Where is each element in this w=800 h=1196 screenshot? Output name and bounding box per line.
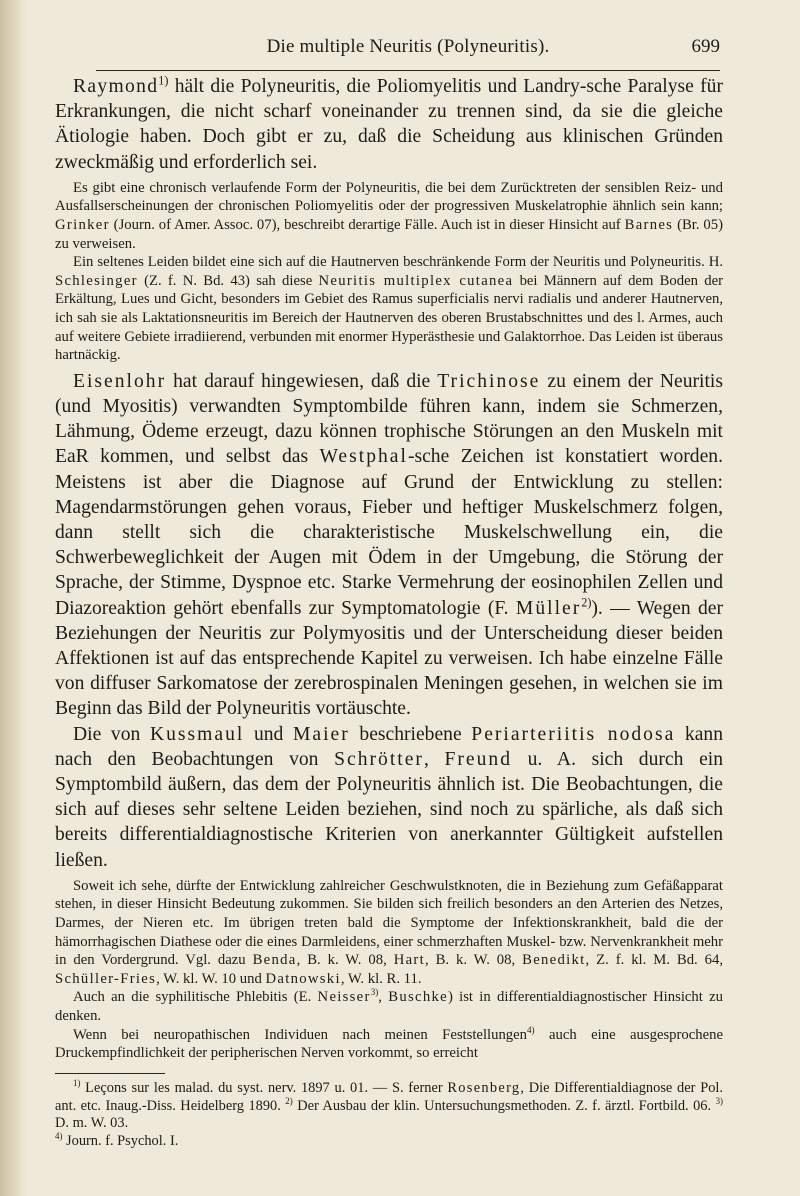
footnote-mark: 2) [285,1095,293,1106]
smallprint-chronic-form: Es gibt eine chronisch verlaufende Form der Polyneuritis, die bei dem Zurücktreten der sensiblen Reiz- und Ausfallserscheinungen der chronischen Poliomyelitis oder der progressiven Muskelatrophie ähnlich sein kann; Grinker (Journ. of Amer. Assoc. 07), beschreibt derartige Fälle. Auch ist in dieser Hinsicht auf Barnes (Br. 05) zu verweisen. [55,179,723,252]
footnote-ref: 3) [370,987,379,998]
term-emphasis: Trichinose [437,370,541,392]
page-edge-shadow [0,0,26,1196]
footnote-divider [55,1073,165,1074]
footnote-mark: 1) [73,1077,81,1088]
smallprint-phlebitis: Auch an die syphilitische Phlebitis (E. Neisser$^{3)}$, Buschke) ist in differentialdiagnostischer Hinsicht zu denken. [55,987,723,1024]
smallprint-geschwulst: Soweit ich sehe, dürfte der Entwicklung zahlreicher Geschwulstknoten, die in Beziehung zum Gefäßapparat stehen, in dieser Hinsicht Bedeutung zukommen. Sie bilden sich freilich besonders an den Arterien des Netzes, Darmes, der Nieren etc. Im übrigen treten bald die Symptome der Infektionskrankheit, bald die der hämorrhagischen Diathese oder die eines Darmleidens, einer schmerzhaften Muskel- bzw. Nervenkrankheit mehr in den Vordergrund. Vgl. dazu Benda, B. k. W. 08, Hart, B. k. W. 08, Benedikt, Z. f. kl. M. Bd. 64, Schüller-Fries, W. kl. W. 10 und Datnowski, W. kl. R. 11. [55,877,723,987]
running-header [96,36,720,71]
paragraph-text: hält die Polyneuritis, die Poliomyelitis und Landry-sche Paralyse für Erkrankungen, die nicht scharf voneinander zu trennen sind, da sie die gleiche Ätiologie haben. Doch gibt er zu, daß die Scheidung aus klinischen Gründen zweckmäßig und erforderlich sei. [55,76,723,173]
author-name: Benedikt [522,952,586,969]
author-name: Raymond [73,76,159,97]
paragraph-periarteriitis: Die von Kussmaul und Maier beschriebene Periarteriitis nodosa kann nach den Beobachtungen von Schrötter, Freund u. A. sich durch ein Symptombild äußern, das dem der Polyneuritis ähnlich ist. Die Beobachtungen, die sich auf dieses sehr seltene Leiden beziehen, sind noch zu spärliche, als daß sich bereits differentialdiagnostische Kriterien von anerkannter Gültigkeit aufstellen ließen. [55,723,724,871]
footnote-ref: 1) [158,73,169,88]
paragraph-raymond [55,74,723,175]
author-name: Rosenberg [447,1079,521,1096]
footnote-mark: 4) [55,1131,63,1142]
author-name: Datnowski [265,970,341,987]
footnotes: $^{1)}$ Leçons sur les malad. du syst. nerv. 1897 u. 01. — S. ferner Rosenberg, Die Differentialdiagnose der Pol. ant. etc. Inaug.-Diss. Heidelberg 1890. $^{2)}$ Der Ausbau der klin. Untersuchungsmethoden. Z. f. ärztl. Fortbild. 06. $^{3)}$ D. m. W. 03. $^{4)}$ Journ. f. Psychol. I. [55,1077,723,1150]
author-name: Schrötter [334,748,424,770]
smallprint-cutanea: Ein seltenes Leiden bildet eine sich auf die Hautnerven beschränkende Form der Neuritis und Polyneuritis. H. Schlesinger (Z. f. N. Bd. 43) sah diese Neuritis multiplex cutanea bei Männern auf dem Boden der Erkältung, Lues und Gicht, besonders im Gebiet des Ramus superficialis nervi radialis und anderer Hautnerven, ich sah sie als Laktationsneuritis im Bereich der Hautnerven des oberen Brustabschnittes und des l. Armes, auch auf weitere Gebiete irradiierend, verbunden mit enormer Hyperästhesie und Galaktorrhoe. Das Leiden ist überaus hartnäckig. [55,254,724,364]
footnote-ref: 2) [581,595,592,610]
smallprint-druckempfindlichkeit: Wenn bei neuropathischen Individuen nach meinen Feststellungen$^{4)}$ auch eine ausgesprochene Druckempfindlichkeit der peripherischen Nerven vorkommt, so erreicht [55,1024,723,1062]
author-name: Westphal [319,446,408,468]
author-name: Benda [252,952,297,969]
author-name: Freund [444,748,513,770]
footnote-mark: 3) [715,1095,723,1106]
author-name: Grinker [55,217,110,233]
paragraph-trichinose: Eisenlohr hat darauf hingewiesen, daß die Trichinose zu einem der Neuritis (und Myositis) verwandten Symptombilde führen kann, indem sie Schmerzen, Lähmung, Ödeme erzeugt, dazu können trophische Störungen an den Muskeln mit EaR kommen, und selbst das Westphal-sche Zeichen ist konstatiert worden. Meistens ist aber die Diagnose auf Grund der Entwicklung zu stellen: Magendarmstörungen gehen voraus, Fieber und heftiger Muskelschmerz folgen, dann stellt sich die charakteristische Muskelschwellung ein, die Schwerbeweglichkeit der Augen mit Ödem in der Umgebung, die Störung der Sprache, der Stimme, Dyspnoe etc. Starke Vermehrung der eosinophilen Zellen und Diazoreaktion gehört ebenfalls zur Symptomatologie (F. Müller$^{2)}$). — Wegen der Beziehungen der Neuritis zur Polymyositis und der Unterscheidung dieser beiden Affektionen ist auf das entsprechende Kapitel zu verweisen. Ich habe einzelne Fälle von diffuser Sarkomatose der zerebrospinalen Meningen gesehen, in welchen sie im Beginn das Bild der Polyneuritis vortäuschte. [55,370,723,720]
author-name: Hart [393,952,425,969]
term-emphasis: Periarteriitis nodosa [471,723,676,745]
author-name: Neisser [317,989,371,1006]
term-emphasis: Neuritis multiplex cutanea [318,272,514,289]
author-name: Maier [292,723,350,745]
author-name: Buschke [388,989,448,1006]
author-name: Kussmaul [149,723,245,745]
author-name: Barnes [624,217,674,233]
author-name: Schlesinger [55,272,138,289]
author-name: Müller [515,597,582,619]
running-title: Die multiple Neuritis (Polyneuritis). [266,36,550,57]
page-number: 699 [691,36,720,57]
footnote-ref: 4) [527,1024,535,1035]
author-name: Eisenlohr [73,370,167,392]
page-body [55,74,723,1151]
author-name: Schüller-Fries [55,970,157,987]
